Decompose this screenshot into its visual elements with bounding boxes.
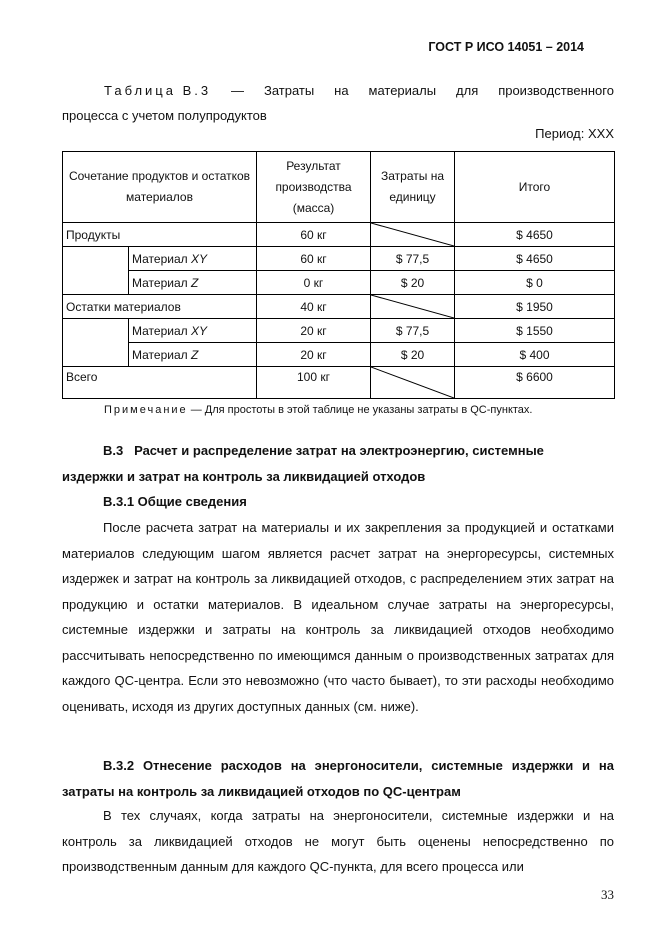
section-b3-title-line-1 (62, 438, 614, 464)
material-name: Материал (132, 251, 191, 266)
table-caption (62, 78, 614, 128)
section-b3-title-line-2: издержки и затрат на контроль за ликвидацией отходов (62, 468, 426, 484)
period-label: Период: XXX (535, 126, 614, 141)
group-label: Продукты (63, 223, 257, 247)
mass-cell: 40 кг (257, 295, 371, 319)
note-text: — Для простоты в этой таблице не указаны затраты в QC-пунктах. (187, 404, 533, 416)
total-cell: $ 4650 (455, 247, 615, 271)
material-label (129, 319, 257, 343)
material-name: Материал (132, 275, 191, 290)
caption-label: Таблица В.3 (104, 83, 212, 98)
material-code: Z (190, 347, 199, 362)
total-cell: $ 1950 (455, 295, 615, 319)
document-header: ГОСТ Р ИСО 14051 – 2014 (428, 40, 584, 54)
indent-cell (63, 247, 129, 271)
materials-cost-table (62, 151, 615, 399)
section-b3-number: В.3 (103, 443, 124, 458)
diagonal-line (371, 295, 454, 318)
table-row (63, 247, 615, 271)
unit-cost-cell: $ 77,5 (371, 247, 455, 271)
material-label (129, 271, 257, 295)
caption-word: материалы (368, 83, 437, 98)
mass-cell: 60 кг (257, 247, 371, 271)
caption-word: Затраты (263, 83, 315, 98)
caption-word: для (456, 83, 479, 98)
indent-cell (63, 343, 129, 367)
total-cell: $ 1550 (455, 319, 615, 343)
table-row (63, 223, 615, 247)
total-cell: $ 4650 (455, 223, 615, 247)
material-code: XY (190, 251, 207, 266)
page-number: 33 (601, 887, 614, 902)
material-code: XY (190, 323, 207, 338)
empty-cell (371, 223, 455, 247)
unit-cost-cell: $ 20 (371, 343, 455, 367)
header-total: Итого (455, 152, 615, 223)
total-cell: $ 400 (455, 343, 615, 367)
mass-cell: 20 кг (257, 319, 371, 343)
caption-word: производственного (498, 83, 614, 98)
mass-cell: 100 кг (257, 367, 371, 399)
group-label: Всего (63, 367, 257, 399)
mass-cell: 20 кг (257, 343, 371, 367)
unit-cost-cell: $ 20 (371, 271, 455, 295)
group-label: Остатки материалов (63, 295, 257, 319)
material-label (129, 247, 257, 271)
section-b31-paragraph: После расчета затрат на материалы и их закрепления за продукцией и остатками материалов следующим шагом является расчет затрат на энергоресурсы, системных издержек и затрат на контроль за ликвидацией отходов, с распределением этих затрат на продукцию и остатки материалов. В идеальном случае затраты на энергоресурсы, системные издержки и затраты на контроль за ликвидацией отходов необходимо рассчитывать непосредственно по имеющимся данным о производственных затратах для каждого QC-центра. Если это невозможно (что часто бывает), то эти расходы необходимо оценивать, исходя из других доступных данных (см. ниже). (62, 520, 614, 714)
section-b3-title-text: Расчет и распределение затрат на электроэнергию, системные (134, 443, 544, 458)
section-b32-paragraph: В тех случаях, когда затраты на энергоносители, системные издержки и на контроль за ликвидацией отходов не могут быть оценены непосредственно по производственным данным для каждого QC-пункта, для всего процесса или (62, 808, 614, 874)
material-name: Материал (132, 347, 191, 362)
table-row (63, 271, 615, 295)
empty-cell (371, 295, 455, 319)
note-label: Примечание (104, 404, 188, 416)
section-b32-title: В.3.2 Отнесение расходов на энергоносители, системные издержки и на затраты на контроль за ликвидацией отходов по QC-центрам (62, 758, 614, 799)
total-cell: $ 6600 (455, 367, 615, 399)
mass-cell: 60 кг (257, 223, 371, 247)
unit-cost-cell: $ 77,5 (371, 319, 455, 343)
section-b3-title (62, 438, 614, 489)
indent-cell (63, 271, 129, 295)
section-b31-title: В.3.1 Общие сведения (103, 494, 247, 509)
material-code: Z (190, 275, 199, 290)
table-note (104, 404, 532, 416)
header-unit-cost: Затраты на единицу (371, 152, 455, 223)
indent-cell (63, 319, 129, 343)
caption-dash: — (231, 83, 245, 98)
caption-line-2: процесса с учетом полупродуктов (62, 108, 267, 123)
total-cell: $ 0 (455, 271, 615, 295)
empty-cell (371, 367, 455, 399)
material-label (129, 343, 257, 367)
material-name: Материал (132, 323, 191, 338)
table-row (63, 319, 615, 343)
table-row (63, 343, 615, 367)
table-row (63, 367, 615, 399)
table-row (63, 295, 615, 319)
diagonal-line (371, 223, 454, 246)
header-combination: Сочетание продуктов и остатков материалов (63, 152, 257, 223)
caption-line-1 (62, 78, 614, 103)
header-result: Результат производства (масса) (257, 152, 371, 223)
diagonal-line (371, 367, 454, 398)
table-header-row (63, 152, 615, 223)
mass-cell: 0 кг (257, 271, 371, 295)
caption-word: на (334, 83, 349, 98)
